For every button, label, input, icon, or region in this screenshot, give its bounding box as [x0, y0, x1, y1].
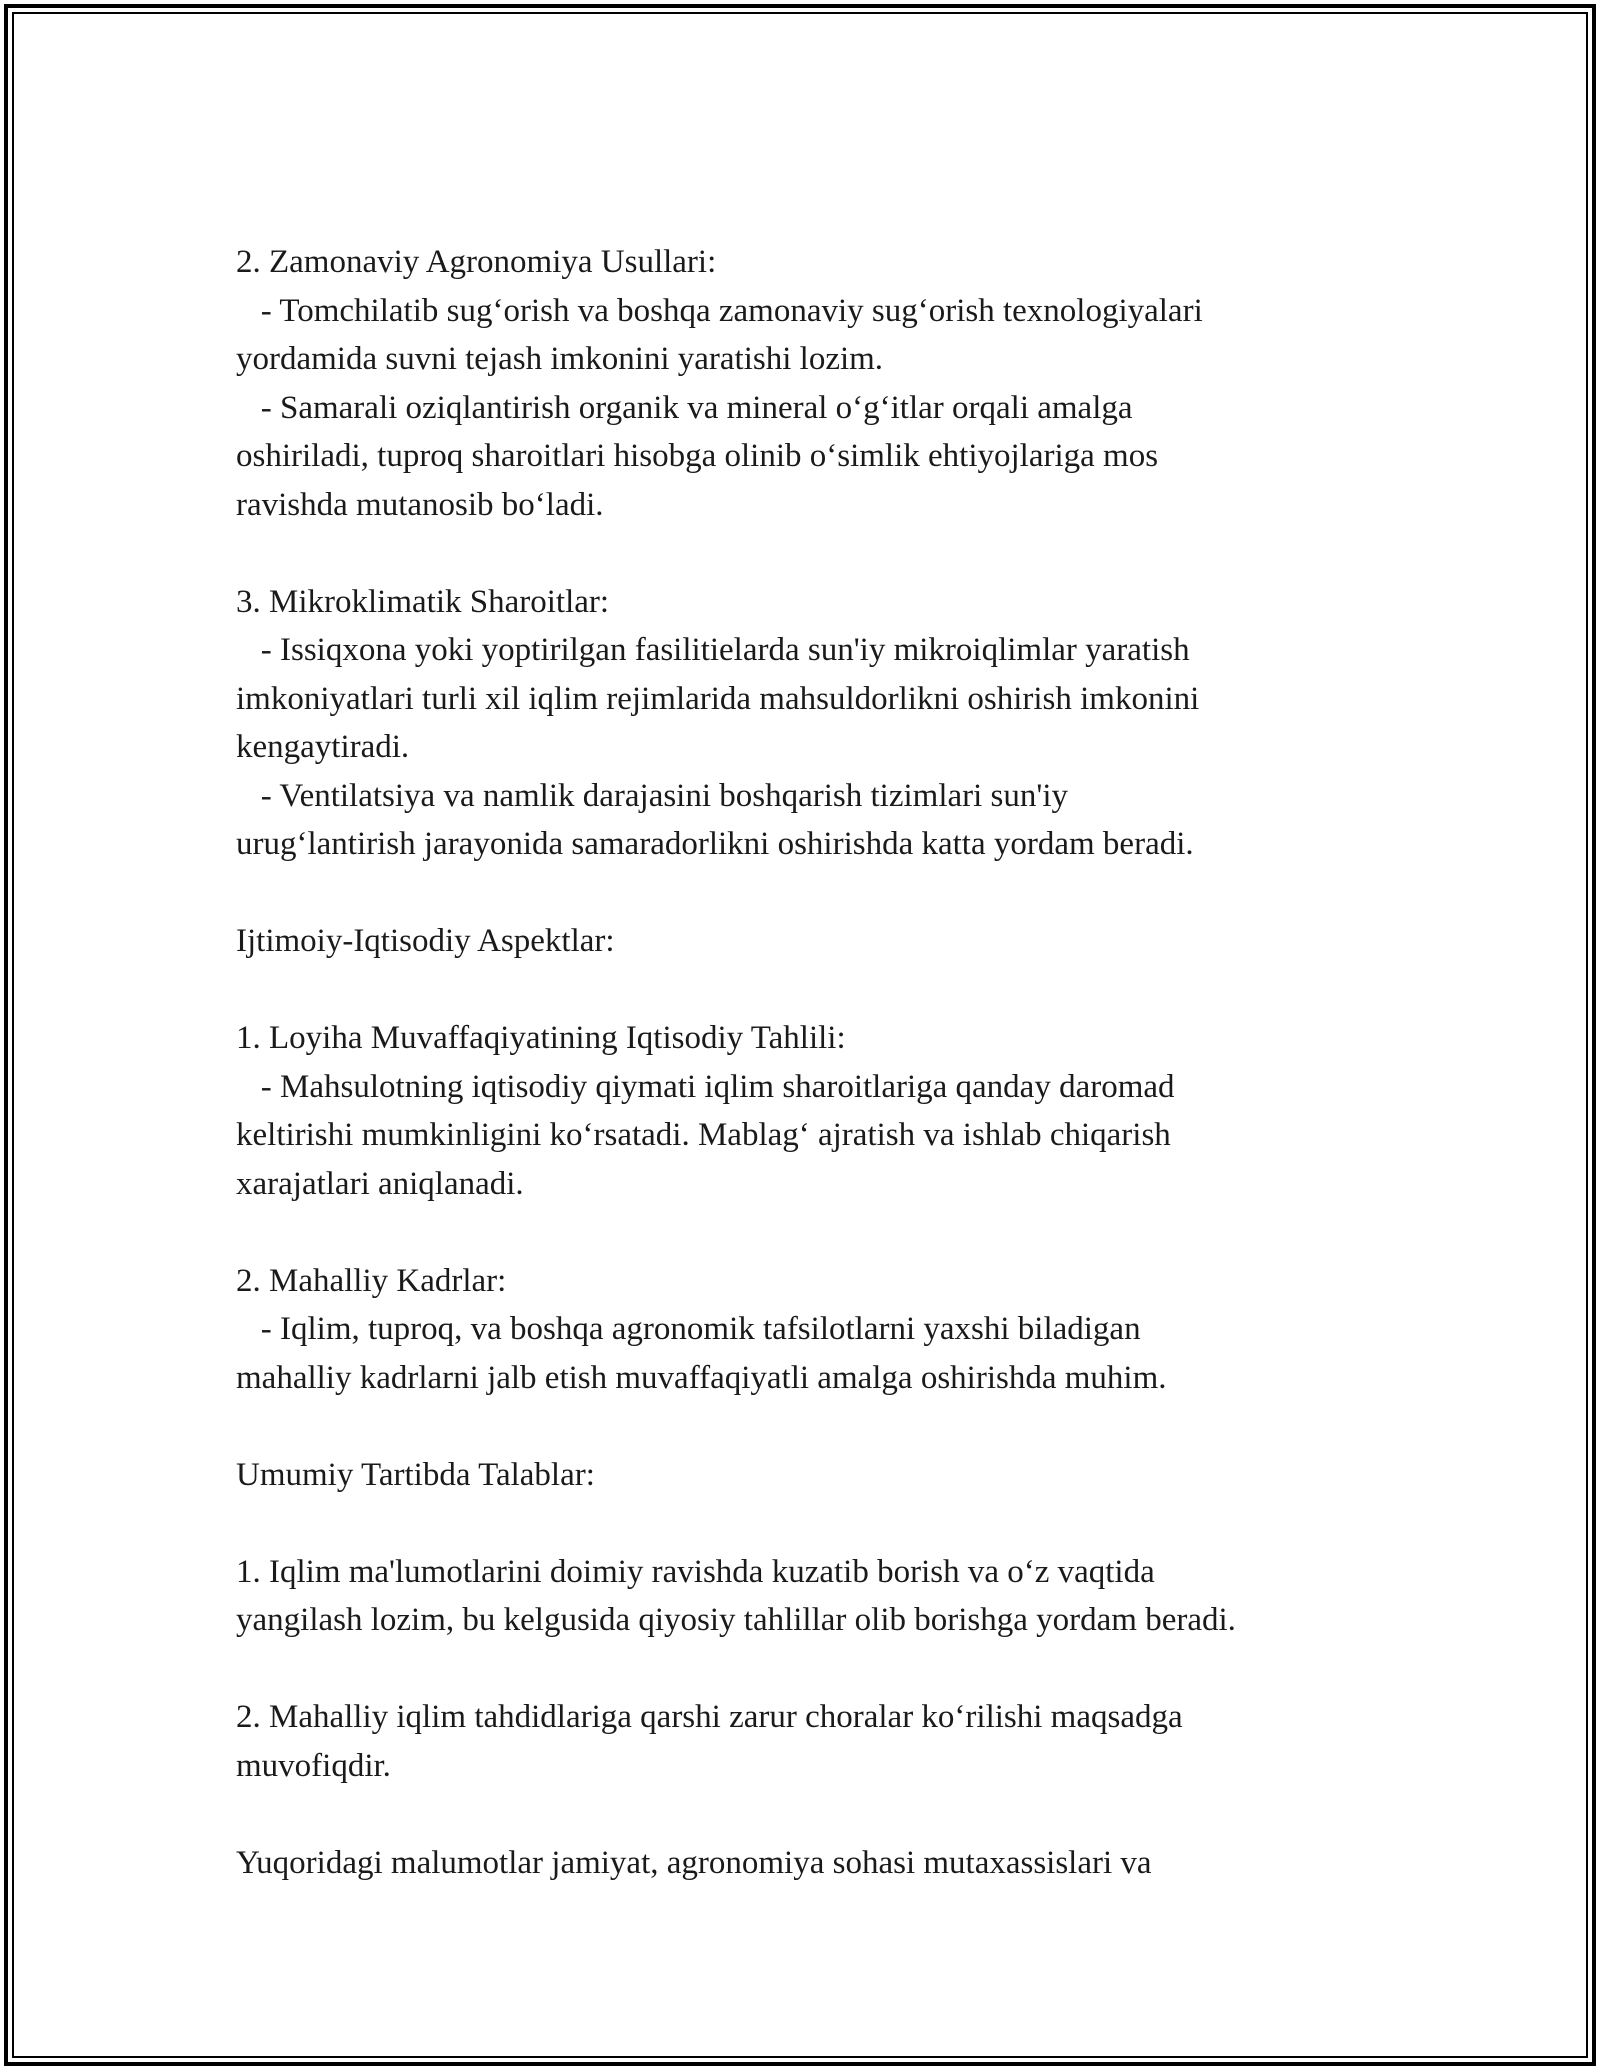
- text-line: - Samarali oziqlantirish organik va mineral o‘g‘itlar orqali amalga: [236, 389, 1133, 426]
- text-line: yordamida suvni tejash imkonini yaratishi lozim.: [236, 341, 884, 377]
- text-line: - Mahsulotning iqtisodiy qiymati iqlim sharoitlariga qanday daromad: [236, 1068, 1175, 1105]
- section-heading: 1. Loyiha Muvaffaqiyatining Iqtisodiy Tahlili:: [236, 1020, 846, 1056]
- blank-line: [236, 529, 1376, 578]
- text-line: mahalliy kadrlarni jalb etish muvaffaqiyatli amalga oshirishda muhim.: [236, 1359, 1167, 1396]
- text-line: yangilash lozim, bu kelgusida qiyosiy tahlillar olib borishga yordam beradi.: [236, 1602, 1236, 1638]
- text-line: Yuqoridagi malumotlar jamiyat, agronomiya sohasi mutaxassislari va: [236, 1844, 1152, 1881]
- blank-line: [236, 966, 1376, 1015]
- text-line: oshiriladi, tuproq sharoitlari hisobga olinib o‘simlik ehtiyojlariga mos: [236, 438, 1159, 474]
- section-heading: Umumiy Tartibda Talablar:: [236, 1456, 595, 1493]
- section-heading: Ijtimoiy-Iqtisodiy Aspektlar:: [236, 923, 615, 959]
- text-line: keltirishi mumkinligini ko‘rsatadi. Mablag‘ ajratish va ishlab chiqarish: [236, 1117, 1171, 1153]
- blank-line: [236, 1208, 1376, 1257]
- text-line: muvofiqdir.: [236, 1747, 391, 1784]
- text-line: 1. Iqlim ma'lumotlarini doimiy ravishda kuzatib borish va o‘z vaqtida: [236, 1553, 1155, 1590]
- section-heading: 2. Mahalliy Kadrlar:: [236, 1262, 507, 1299]
- document-body: [236, 238, 1376, 1887]
- text-line: ravishda mutanosib bo‘ladi.: [236, 486, 604, 523]
- section-heading: 2. Zamonaviy Agronomiya Usullari:: [236, 244, 717, 280]
- blank-line: [236, 1790, 1376, 1839]
- blank-line: [236, 1499, 1376, 1548]
- text-line: urug‘lantirish jarayonida samaradorlikni oshirishda katta yordam beradi.: [236, 826, 1194, 862]
- blank-line: [236, 869, 1376, 918]
- text-line: kengaytiradi.: [236, 729, 410, 765]
- section-heading: 3. Mikroklimatik Sharoitlar:: [236, 583, 610, 620]
- blank-line: [236, 1402, 1376, 1451]
- text-line: xarajatlari aniqlanadi.: [236, 1165, 524, 1202]
- text-line: 2. Mahalliy iqlim tahdidlariga qarshi zarur choralar ko‘rilishi maqsadga: [236, 1699, 1183, 1735]
- text-line: imkoniyatlari turli xil iqlim rejimlarida mahsuldorlikni oshirish imkonini: [236, 680, 1200, 717]
- blank-line: [236, 1645, 1376, 1694]
- text-line: - Ventilatsiya va namlik darajasini boshqarish tizimlari sun'iy: [236, 777, 1069, 814]
- text-line: - Issiqxona yoki yoptirilgan fasilitielarda sun'iy mikroiqlimlar yaratish: [236, 632, 1190, 668]
- text-line: - Iqlim, tuproq, va boshqa agronomik tafsilotlarni yaxshi biladigan: [236, 1311, 1141, 1347]
- text-line: - Tomchilatib sug‘orish va boshqa zamonaviy sug‘orish texnologiyalari: [236, 292, 1203, 329]
